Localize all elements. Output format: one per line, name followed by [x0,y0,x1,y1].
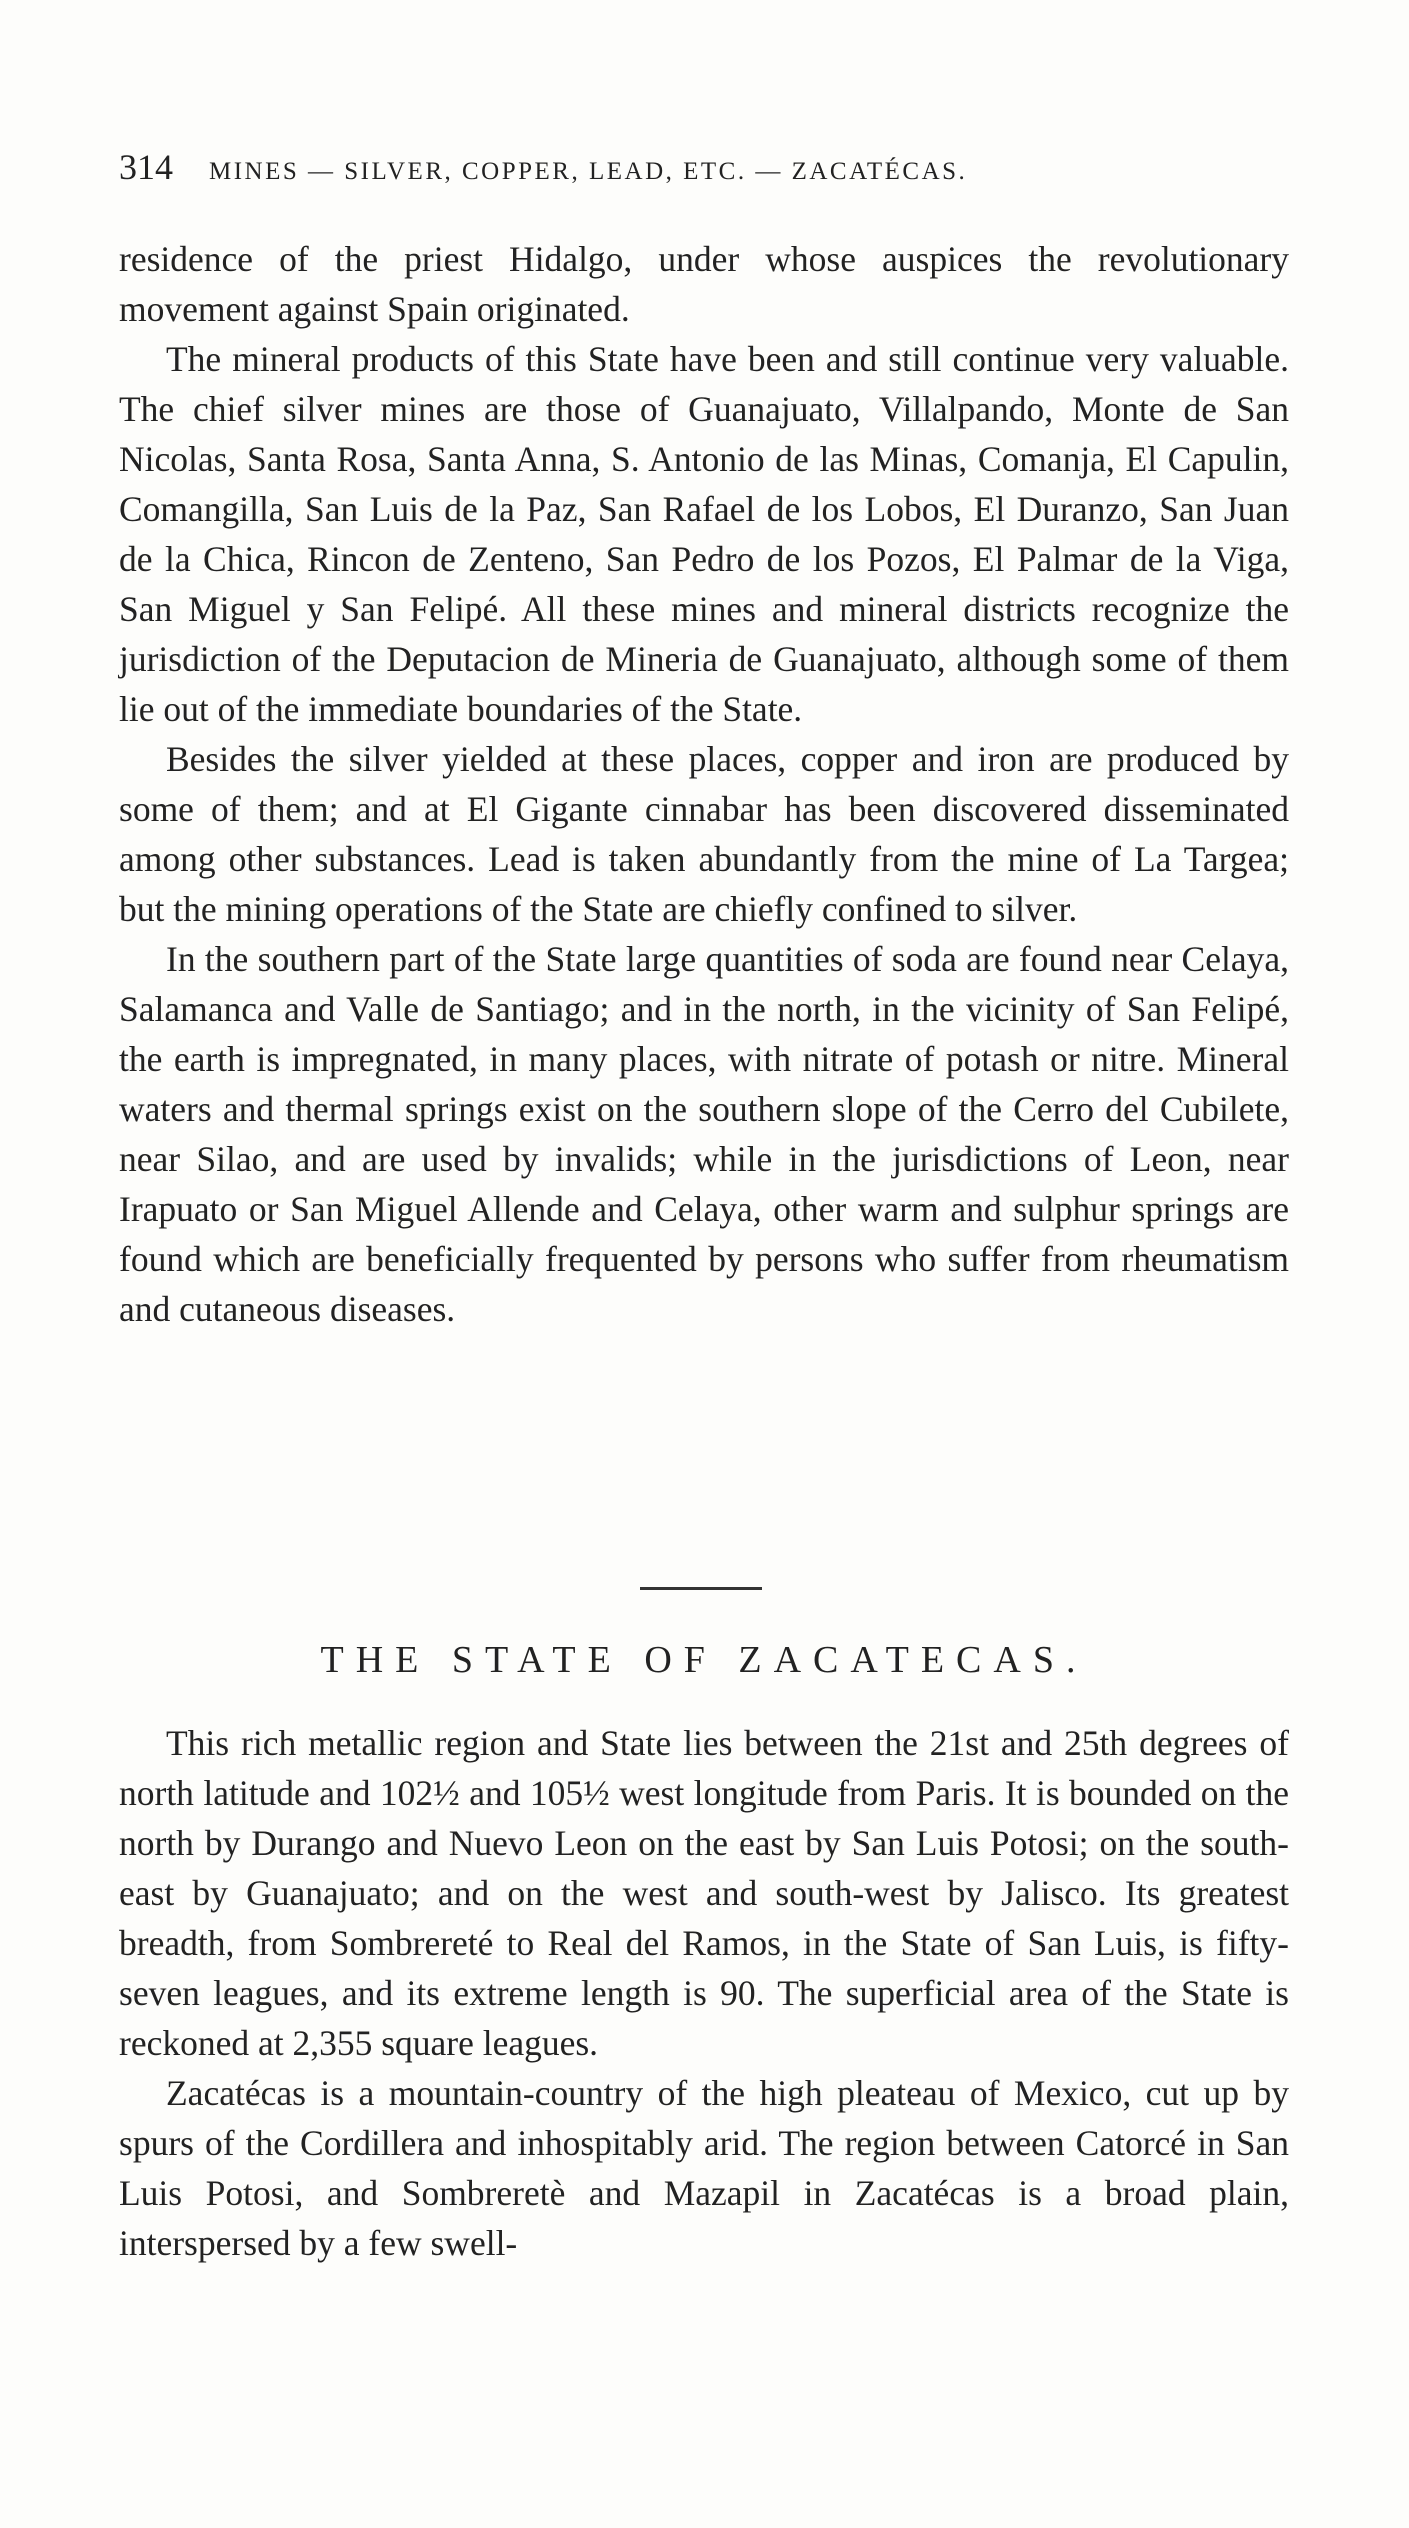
page-header [119,146,1289,196]
paragraph: Besides the silver yielded at these places, copper and iron are produced by some of them; and at El Gigante cinnabar has been discovered disseminated among other substances. Lead is taken abundantly from the mine of La Targea; but the mining operations of the State are chiefly confined to silver. [119,739,1289,929]
paragraph: Zacatécas is a mountain-country of the high pleateau of Mexico, cut up by spurs of the Cordillera and inhospitably arid. The region between Catorcé in San Luis Potosi, and Sombreretè and Mazapil in Zacatécas is a broad plain, interspersed by a few swell- [119,2073,1289,2263]
section-heading: THE STATE OF ZACATECAS. [320,1639,1088,1681]
paragraph: residence of the priest Hidalgo, under whose auspices the revolutionary movement against Spain originated. [119,239,1289,329]
running-head: MINES — SILVER, COPPER, LEAD, ETC. — ZACATÉCAS. [209,158,968,185]
paragraph: The mineral products of this State have been and still continue very valuable. The chief silver mines are those of Guanajuato, Villalpando, Monte de San Nicolas, Santa Rosa, Santa Anna, S. Antonio de las Minas, Comanja, El Capulin, Comangilla, San Luis de la Paz, San Rafael de los Lobos, El Duranzo, San Juan de la Chica, Rincon de Zenteno, San Pedro de los Pozos, El Palmar de la Viga, San Miguel y San Felipé. All these mines and mineral districts recognize the jurisdiction of the Deputacion de Mineria de Guanajuato, although some of them lie out of the immediate boundaries of the State. [119,339,1289,729]
paragraph: This rich metallic region and State lies between the 21st and 25th degrees of north latitude and 102½ and 105½ west longitude from Paris. It is bounded on the north by Durango and Nuevo Leon on the east by San Luis Potosi; on the south-east by Guanajuato; and on the west and south-west by Jalisco. Its greatest breadth, from Sombrereté to Real del Ramos, in the State of San Luis, is fifty-seven leagues, and its extreme length is 90. The superficial area of the State is reckoned at 2,355 square leagues. [119,1723,1289,2063]
page-number: 314 [119,147,173,187]
paragraph: In the southern part of the State large quantities of soda are found near Celaya, Salamanca and Valle de Santiago; and in the north, in the vicinity of San Felipé, the earth is impregnated, in many places, with nitrate of potash or nitre. Mineral waters and thermal springs exist on the southern slope of the Cerro del Cubilete, near Silao, and are used by invalids; while in the jurisdictions of Leon, near Irapuato or San Miguel Allende and Celaya, other warm and sulphur springs are found which are beneficially frequented by persons who suffer from rheumatism and cutaneous diseases. [119,939,1289,1329]
body-text-top [119,234,1289,1334]
body-text-bottom [119,1718,1289,2268]
section-divider [640,1587,762,1590]
